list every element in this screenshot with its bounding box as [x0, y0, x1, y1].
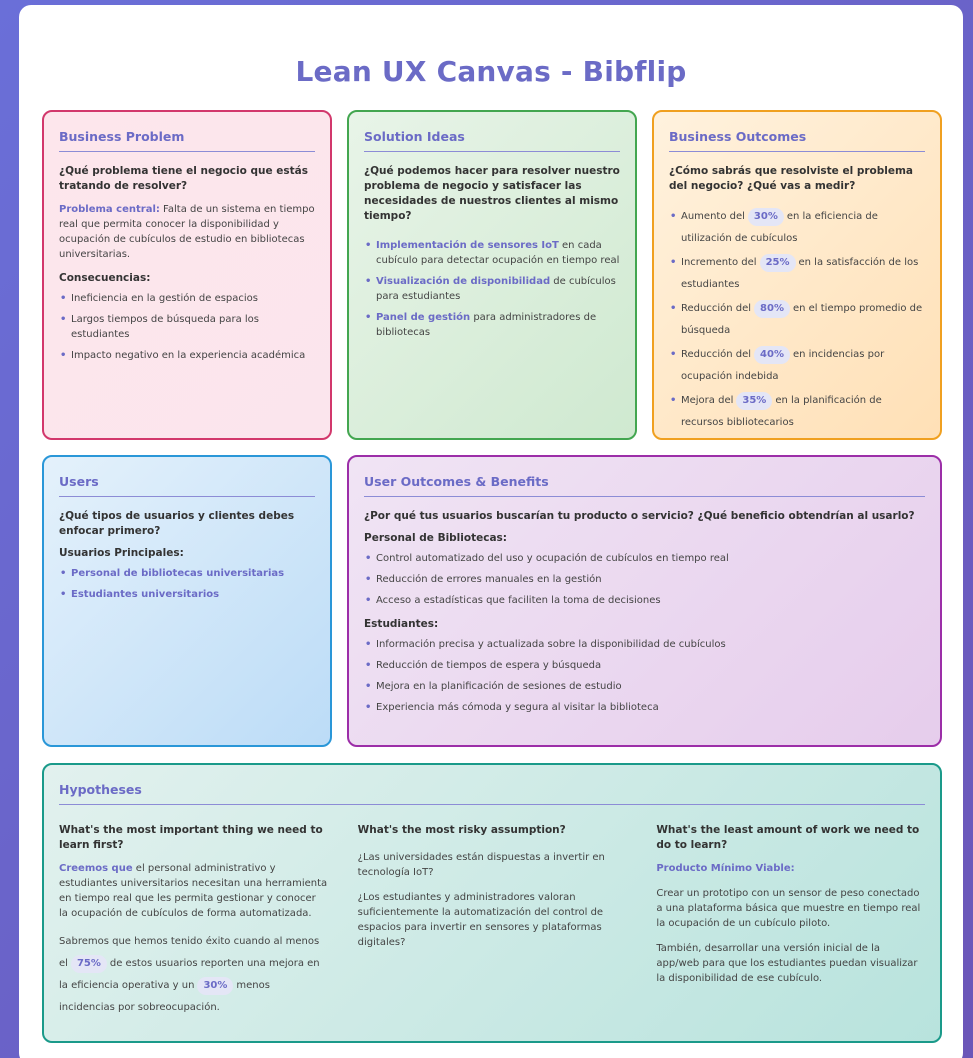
success-part: de estos usuarios reporten una mejora en la eficiencia operativa y un [59, 958, 320, 991]
hypothesis-risky-assumption [358, 823, 627, 1029]
business-problem-question: ¿Qué problema tiene el negocio que estás tratando de resolver? [59, 165, 308, 192]
risky-assumption-question: What's the most risky assumption? [357, 824, 566, 836]
idea-strong: Panel de gestión [376, 312, 471, 323]
outcome-pre: Aumento del [681, 211, 745, 222]
users-question: ¿Qué tipos de usuarios y clientes debes enfocar primero? [59, 510, 295, 537]
mvp-label: Producto Mínimo Viable: [656, 863, 795, 874]
solution-ideas-question: ¿Qué podemos hacer para resolver nuestro problema de negocio y satisfacer las necesidades de nuestros clientes al mismo tiempo? [364, 165, 620, 222]
solution-ideas-card [347, 110, 637, 440]
success-part: Sabremos que hemos tenido éxito cuando al menos el [59, 936, 320, 969]
hypothesis-learn-first [59, 823, 328, 1029]
idea-strong: Implementación de sensores IoT [376, 240, 559, 251]
list-item: • Ineficiencia en la gestión de espacios [59, 291, 315, 306]
outcome-pre: Incremento del [681, 257, 757, 268]
page-title: Lean UX Canvas - Bibflip [295, 55, 687, 88]
list-item [669, 298, 925, 342]
business-problem-heading: Business Problem [59, 129, 315, 152]
outcomes-list [669, 206, 925, 434]
list-item [364, 310, 620, 340]
idea-text: en cada cubículo para detectar ocupación en tiempo real [376, 240, 620, 266]
list-item: • Impacto negativo en la experiencia académica [59, 348, 315, 363]
risky-assumption-2: ¿Los estudiantes y administradores valoran suficientemente la automatización del control de espacios para invertir en sensores y plataformas digitales? [357, 892, 604, 948]
student-benefits-list [364, 637, 925, 715]
learn-first-question: What's the most important thing we need to learn first? [59, 824, 323, 851]
user-outcomes-heading: User Outcomes & Benefits [364, 474, 925, 497]
list-item: • Personal de bibliotecas universitarias [59, 566, 315, 581]
central-problem-text [59, 202, 315, 262]
outcome-post: en la satisfacción de los estudiantes [681, 257, 919, 290]
metric-badge: 30% [197, 977, 233, 995]
list-item: • Largos tiempos de búsqueda para los estudiantes [59, 312, 315, 342]
list-item: • Reducción de errores manuales en la gestión [364, 572, 925, 587]
central-problem-label: Problema central: [59, 204, 160, 215]
outcome-post: en la eficiencia de utilización de cubículos [681, 211, 878, 244]
business-outcomes-question: ¿Cómo sabrás que resolviste el problema del negocio? ¿Qué vas a medir? [669, 165, 914, 192]
list-item: • Estudiantes universitarios [59, 587, 315, 602]
hypothesis-least-work [656, 823, 925, 1029]
list-item: • Información precisa y actualizada sobre la disponibilidad de cubículos [364, 637, 925, 652]
outcome-post: en el tiempo promedio de búsqueda [681, 303, 923, 336]
outcome-post: en la planificación de recursos bibliotecarios [681, 395, 882, 428]
least-work-question: What's the least amount of work we need to do to learn? [656, 824, 920, 851]
success-part: menos incidencias por sobreocupación. [59, 980, 270, 1013]
metric-badge: 40% [754, 346, 790, 364]
users-card [42, 455, 332, 747]
belief-body: el personal administrativo y estudiantes universitarios necesitan una herramienta en tiempo real que les permita gestionar y conocer la ocupación de cubículos de forma automatizada. [59, 863, 328, 919]
users-list [59, 566, 315, 602]
business-outcomes-heading: Business Outcomes [669, 129, 925, 152]
risky-assumption-1: ¿Las universidades están dispuestas a invertir en tecnología IoT? [357, 852, 605, 878]
idea-text: para administradores de bibliotecas [376, 312, 597, 338]
canvas-page [19, 5, 963, 1058]
consequences-label: Consecuencias: [59, 272, 151, 284]
outcome-post: en incidencias por ocupación indebida [681, 349, 885, 382]
user-outcomes-question: ¿Por qué tus usuarios buscarían tu producto o servicio? ¿Qué beneficio obtendrían al usarlo? [364, 510, 915, 522]
staff-benefits-label: Personal de Bibliotecas: [364, 532, 507, 544]
list-item [364, 274, 620, 304]
student-benefits-label: Estudiantes: [364, 618, 439, 630]
list-item [669, 252, 925, 296]
idea-strong: Visualización de disponibilidad [376, 276, 551, 287]
hypotheses-columns [59, 823, 925, 1029]
business-problem-card [42, 110, 332, 440]
user-outcomes-card [347, 455, 942, 747]
list-item: • Control automatizado del uso y ocupación de cubículos en tiempo real [364, 551, 925, 566]
mvp-text-1: Crear un prototipo con un sensor de peso conectado a una plataforma básica que muestre en tiempo real la ocupación de un cubículo piloto. [656, 888, 921, 929]
metric-badge: 30% [748, 208, 784, 226]
central-problem-body: Falta de un sistema en tiempo real que permita conocer la disponibilidad y ocupación de cubículos de estudio en bibliotecas universitarias. [59, 204, 315, 260]
outcome-pre: Mejora del [681, 395, 734, 406]
metric-badge: 25% [760, 254, 796, 272]
idea-text: de cubículos para estudiantes [376, 276, 616, 302]
solution-ideas-heading: Solution Ideas [364, 129, 620, 152]
users-heading: Users [59, 474, 315, 497]
list-item: • Acceso a estadísticas que faciliten la toma de decisiones [364, 593, 925, 608]
metric-badge: 35% [736, 392, 772, 410]
list-item: • Reducción de tiempos de espera y búsqueda [364, 658, 925, 673]
outcome-pre: Reducción del [681, 303, 752, 314]
business-outcomes-card [652, 110, 942, 440]
metric-badge: 80% [754, 300, 790, 318]
list-item [669, 206, 925, 250]
list-item [669, 344, 925, 388]
hypotheses-card [42, 763, 942, 1043]
staff-benefits-list [364, 551, 925, 608]
success-criteria-text [59, 931, 328, 1019]
metric-badge: 75% [71, 955, 107, 973]
list-item: • Mejora en la planificación de sesiones de estudio [364, 679, 925, 694]
list-item [364, 238, 620, 268]
mvp-text-2: También, desarrollar una versión inicial de la app/web para que los estudiantes puedan visualizar la disponibilidad de ese cubículo. [656, 943, 918, 984]
belief-strong: Creemos que [59, 863, 133, 874]
hypotheses-heading: Hypotheses [59, 782, 925, 805]
consequences-list [59, 291, 315, 363]
belief-text [59, 861, 328, 921]
list-item [669, 390, 925, 434]
list-item: • Experiencia más cómoda y segura al visitar la biblioteca [364, 700, 925, 715]
outcome-pre: Reducción del [681, 349, 752, 360]
users-sub-label: Usuarios Principales: [59, 547, 184, 559]
solution-ideas-list [364, 238, 620, 340]
